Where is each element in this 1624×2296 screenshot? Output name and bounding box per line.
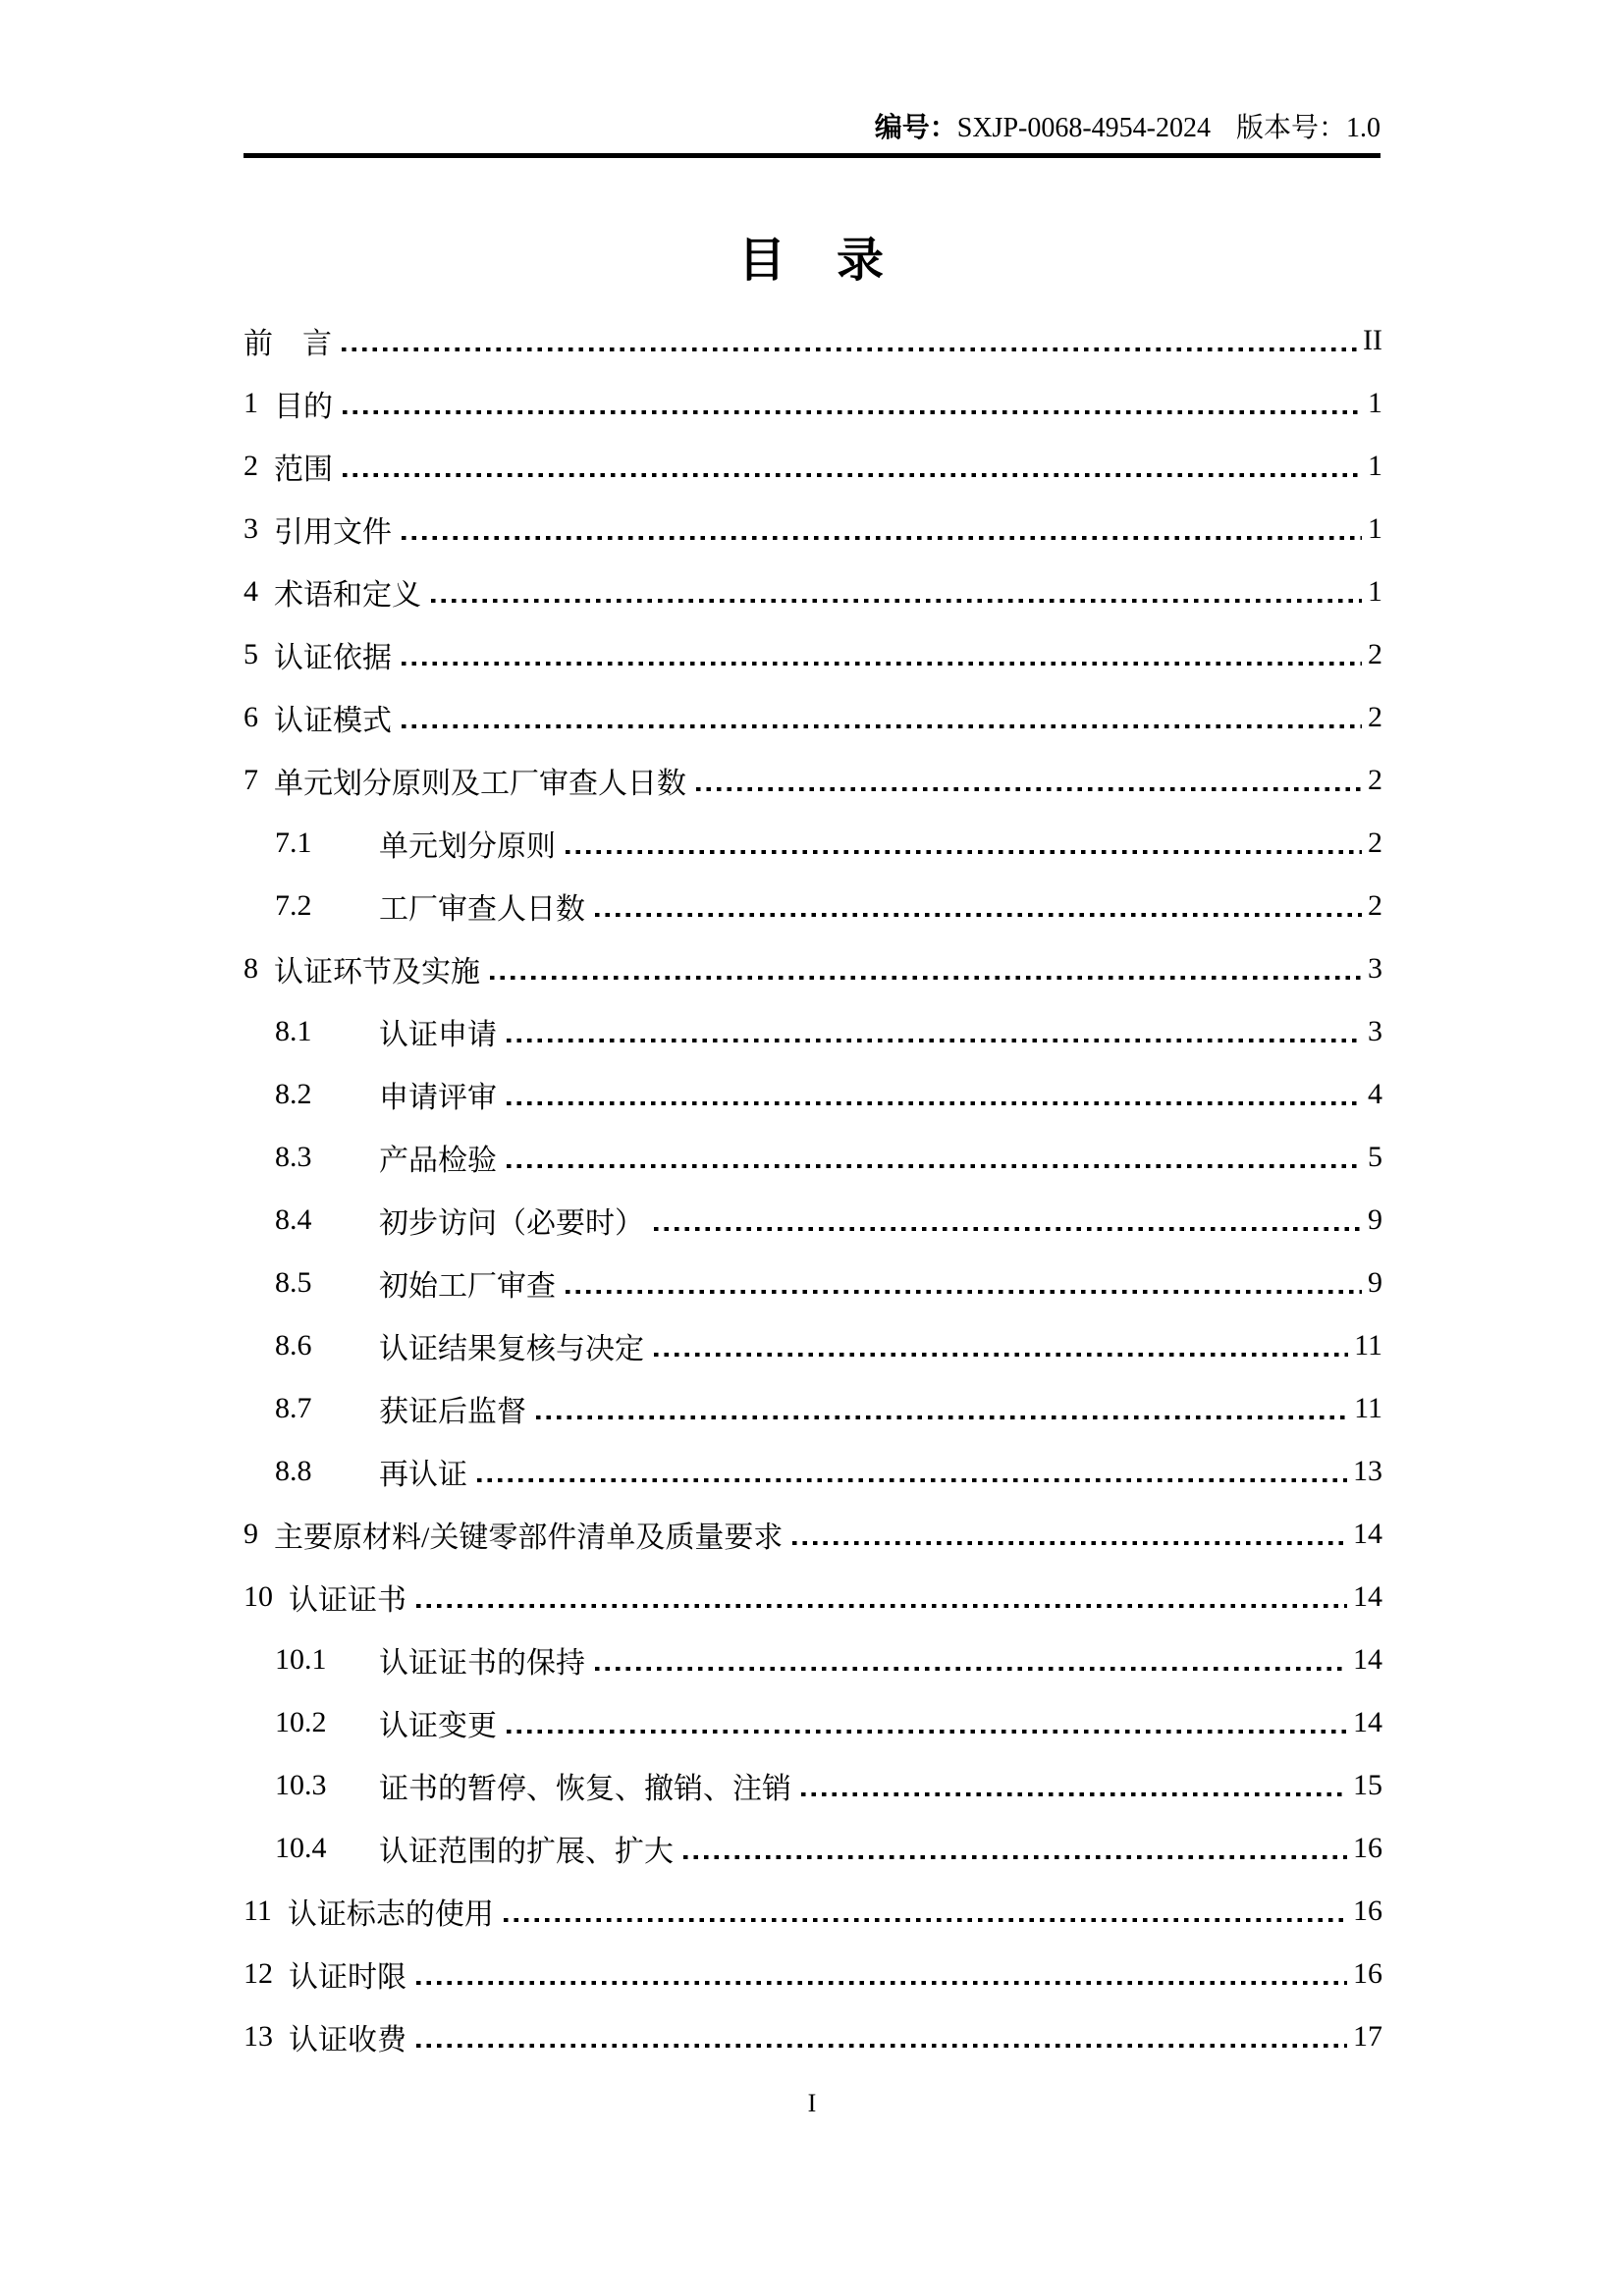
toc-entry-page: 5 xyxy=(1368,1141,1382,1173)
toc-dot-leader xyxy=(402,724,1362,729)
toc-list xyxy=(244,309,1382,2068)
toc-row xyxy=(244,1566,1382,1629)
version-value: 1.0 xyxy=(1346,113,1380,143)
toc-entry-label: 证书的暂停、恢复、撤销、注销 xyxy=(379,1773,791,1805)
toc-entry-label: 初步访问（必要时） xyxy=(379,1207,644,1240)
toc-entry-page: 1 xyxy=(1368,387,1382,419)
page-number-footer: I xyxy=(807,2089,817,2117)
toc-dot-leader xyxy=(683,1855,1347,1860)
toc-entry-label: 申请评审 xyxy=(379,1082,497,1114)
toc-entry-page: 11 xyxy=(1354,1329,1382,1362)
toc-entry-number: 8.1 xyxy=(275,1015,312,1047)
doc-number-value: SXJP-0068-4954-2024 xyxy=(956,113,1211,143)
toc-entry-label: 认证环节及实施 xyxy=(274,956,480,988)
toc-entry-page: 4 xyxy=(1368,1078,1382,1110)
toc-entry-label: 认证收费 xyxy=(289,2024,406,2056)
toc-dot-leader xyxy=(507,1101,1362,1106)
toc-entry-number: 3 xyxy=(244,512,258,545)
toc-row xyxy=(244,561,1382,623)
toc-entry-page: 3 xyxy=(1368,1015,1382,1047)
toc-dot-leader xyxy=(566,1290,1362,1295)
toc-entry-label: 主要原材料/关键零部件清单及质量要求 xyxy=(274,1522,784,1554)
toc-dot-leader xyxy=(416,1981,1347,1986)
toc-dot-leader xyxy=(402,662,1362,667)
toc-dot-leader xyxy=(696,787,1362,792)
toc-entry-number: 4 xyxy=(244,575,258,608)
toc-row xyxy=(244,812,1382,875)
toc-entry-label: 认证结果复核与决定 xyxy=(379,1333,644,1365)
toc-entry-label: 认证标志的使用 xyxy=(287,1898,494,1931)
toc-entry-page: 16 xyxy=(1353,1895,1382,1927)
toc-row xyxy=(244,2005,1382,2068)
toc-dot-leader xyxy=(595,1667,1347,1672)
toc-entry-label: 认证申请 xyxy=(379,1019,497,1051)
doc-number-label: 编号： xyxy=(874,113,957,143)
toc-dot-leader xyxy=(343,473,1362,478)
toc-dot-leader xyxy=(507,1164,1362,1169)
page-header xyxy=(244,110,1380,158)
toc-row xyxy=(244,1817,1382,1880)
toc-row xyxy=(244,1063,1382,1126)
toc-row xyxy=(244,1943,1382,2005)
toc-entry-page: 1 xyxy=(1368,575,1382,608)
toc-row xyxy=(244,1440,1382,1503)
toc-entry-page: 14 xyxy=(1353,1518,1382,1550)
toc-row xyxy=(244,749,1382,812)
toc-entry-number: 10 xyxy=(244,1580,273,1613)
toc-row xyxy=(244,372,1382,435)
toc-entry-number: 13 xyxy=(244,2020,273,2053)
toc-entry-label: 认证证书的保持 xyxy=(379,1647,585,1680)
toc-dot-leader xyxy=(792,1541,1347,1546)
toc-entry-page: 2 xyxy=(1368,889,1382,922)
toc-row xyxy=(244,1252,1382,1314)
toc-dot-leader xyxy=(402,536,1362,541)
toc-entry-label: 认证模式 xyxy=(274,705,392,737)
toc-entry-number: 10.4 xyxy=(275,1832,327,1864)
toc-row xyxy=(244,1377,1382,1440)
toc-entry-page: 2 xyxy=(1368,638,1382,670)
toc-entry-number: 7.2 xyxy=(275,889,312,922)
toc-entry-number: 8.8 xyxy=(275,1455,312,1487)
toc-row xyxy=(244,623,1382,686)
toc-entry-number: 8.2 xyxy=(275,1078,312,1110)
toc-entry-page: 17 xyxy=(1353,2020,1382,2053)
toc-entry-number: 8 xyxy=(244,952,258,985)
toc-row xyxy=(244,1754,1382,1817)
toc-entry-page: 14 xyxy=(1353,1706,1382,1738)
toc-row xyxy=(244,309,1382,372)
toc-dot-leader xyxy=(477,1478,1347,1483)
toc-dot-leader xyxy=(566,850,1362,855)
toc-row xyxy=(244,1000,1382,1063)
toc-entry-label: 范围 xyxy=(274,454,333,486)
toc-row xyxy=(244,1503,1382,1566)
toc-entry-number: 10.1 xyxy=(275,1643,327,1676)
toc-entry-page: 2 xyxy=(1368,764,1382,796)
toc-entry-page: 15 xyxy=(1353,1769,1382,1801)
toc-entry-page: 14 xyxy=(1353,1643,1382,1676)
toc-entry-number: 8.3 xyxy=(275,1141,312,1173)
toc-entry-label: 获证后监督 xyxy=(379,1396,526,1428)
toc-entry-label: 再认证 xyxy=(379,1459,467,1491)
toc-entry-label: 工厂审查人日数 xyxy=(379,893,585,926)
toc-entry-number: 9 xyxy=(244,1518,258,1550)
toc-entry-page: 2 xyxy=(1368,827,1382,859)
toc-entry-number: 8.7 xyxy=(275,1392,312,1424)
toc-entry-label: 目的 xyxy=(274,391,333,423)
toc-row xyxy=(244,1126,1382,1189)
toc-entry-number: 7.1 xyxy=(275,827,312,859)
toc-entry-page: 11 xyxy=(1354,1392,1382,1424)
toc-entry-page: II xyxy=(1363,324,1382,356)
toc-entry-label: 单元划分原则 xyxy=(379,830,556,863)
toc-entry-number: 12 xyxy=(244,1957,273,1990)
toc-row xyxy=(244,875,1382,937)
toc-entry-label: 认证变更 xyxy=(379,1710,497,1742)
toc-dot-leader xyxy=(342,347,1357,352)
toc-row xyxy=(244,937,1382,1000)
toc-row xyxy=(244,1691,1382,1754)
toc-entry-label: 前 言 xyxy=(244,328,332,360)
toc-entry-page: 3 xyxy=(1368,952,1382,985)
toc-entry-number: 5 xyxy=(244,638,258,670)
toc-entry-label: 单元划分原则及工厂审查人日数 xyxy=(274,768,686,800)
toc-entry-page: 14 xyxy=(1353,1580,1382,1613)
toc-dot-leader xyxy=(416,1604,1347,1609)
toc-entry-page: 16 xyxy=(1353,1832,1382,1864)
toc-row xyxy=(244,498,1382,561)
toc-entry-label: 认证范围的扩展、扩大 xyxy=(379,1836,674,1868)
toc-entry-label: 引用文件 xyxy=(274,516,392,549)
toc-entry-page: 1 xyxy=(1368,512,1382,545)
toc-dot-leader xyxy=(343,410,1362,415)
toc-row xyxy=(244,1629,1382,1691)
toc-entry-number: 8.6 xyxy=(275,1329,312,1362)
toc-dot-leader xyxy=(416,2044,1347,2049)
toc-entry-page: 1 xyxy=(1368,450,1382,482)
toc-row xyxy=(244,686,1382,749)
toc-entry-number: 2 xyxy=(244,450,258,482)
toc-entry-label: 初始工厂审查 xyxy=(379,1270,556,1303)
toc-entry-number: 10.3 xyxy=(275,1769,327,1801)
toc-row xyxy=(244,1314,1382,1377)
toc-dot-leader xyxy=(595,913,1362,918)
toc-entry-label: 认证时限 xyxy=(289,1961,406,1994)
version-label: 版本号： xyxy=(1235,113,1346,143)
toc-dot-leader xyxy=(654,1227,1362,1232)
toc-entry-label: 认证依据 xyxy=(274,642,392,674)
toc-title: 目 录 xyxy=(737,235,886,287)
toc-dot-leader xyxy=(507,1039,1362,1043)
toc-entry-number: 10.2 xyxy=(275,1706,327,1738)
toc-entry-label: 术语和定义 xyxy=(274,579,421,612)
toc-entry-page: 16 xyxy=(1353,1957,1382,1990)
toc-entry-page: 2 xyxy=(1368,701,1382,733)
toc-entry-page: 13 xyxy=(1353,1455,1382,1487)
toc-entry-number: 7 xyxy=(244,764,258,796)
toc-entry-number: 6 xyxy=(244,701,258,733)
toc-entry-number: 8.5 xyxy=(275,1266,312,1299)
toc-entry-page: 9 xyxy=(1368,1266,1382,1299)
toc-dot-leader xyxy=(431,599,1362,604)
toc-entry-label: 产品检验 xyxy=(379,1145,497,1177)
toc-dot-leader xyxy=(490,976,1362,981)
toc-entry-number: 8.4 xyxy=(275,1203,312,1236)
toc-row xyxy=(244,435,1382,498)
toc-row xyxy=(244,1189,1382,1252)
toc-dot-leader xyxy=(801,1792,1347,1797)
toc-dot-leader xyxy=(507,1730,1347,1735)
toc-row xyxy=(244,1880,1382,1943)
toc-entry-number: 1 xyxy=(244,387,258,419)
toc-dot-leader xyxy=(654,1353,1348,1358)
toc-entry-page: 9 xyxy=(1368,1203,1382,1236)
toc-dot-leader xyxy=(504,1918,1347,1923)
toc-dot-leader xyxy=(536,1415,1348,1420)
toc-entry-number: 11 xyxy=(244,1895,272,1927)
toc-entry-label: 认证证书 xyxy=(289,1584,406,1617)
